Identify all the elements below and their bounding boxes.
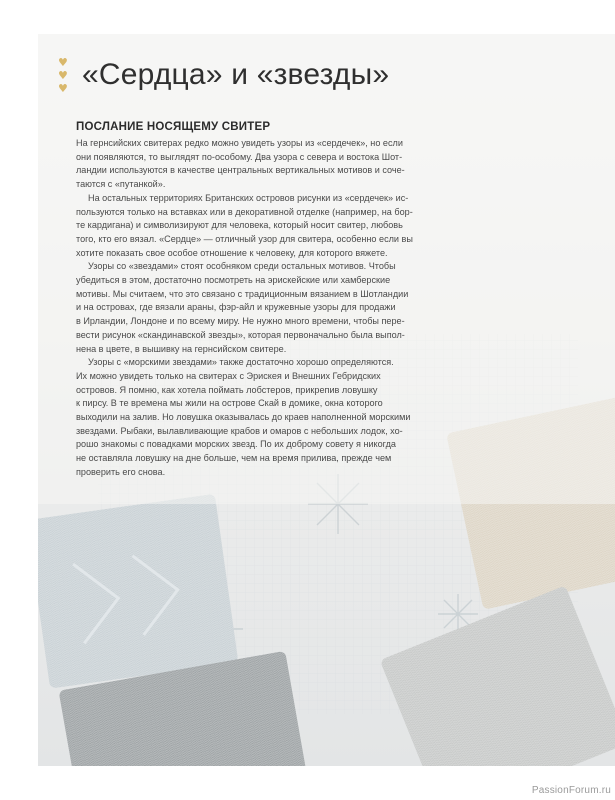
text-line: островов. Я помню, как хотела поймать лобстеров, прикрепив ловушку bbox=[76, 384, 378, 395]
text-line: таются с «путанкой». bbox=[76, 179, 166, 190]
swatch-light-blue bbox=[38, 494, 238, 689]
text-line: те кардигана) и символизируют для человека, который носит свитер, любовь bbox=[76, 220, 403, 231]
text-line: нена в цвете, в вышивку на гернсийском свитере. bbox=[76, 343, 287, 354]
section-subheading: ПОСЛАНИЕ НОСЯЩЕМУ СВИТЕР bbox=[76, 121, 271, 133]
watermark: PassionForum.ru bbox=[531, 785, 611, 796]
text-line: убедиться в этом, достаточно посмотреть на эрискейские или хамберские bbox=[76, 275, 391, 286]
text-line: они появляются, то выглядят по-особому. Два узора с севера и востока Шот- bbox=[76, 151, 403, 162]
heart-icon: ♥ bbox=[58, 82, 68, 95]
text-line: звездами. Рыбаки, вылавливающие крабов и омаров с небольших лодок, хо- bbox=[76, 425, 403, 436]
text-line: того, кто его вязал. «Сердце» — отличный узор для свитера, особенно если вы bbox=[76, 233, 413, 244]
text-line: ландии используются в качестве центральных вертикальных мотивов и сочe- bbox=[76, 165, 405, 176]
text-line: На гернсийских свитерах редко можно увидеть узоры из «сердечек», но если bbox=[76, 138, 403, 148]
text-line: рошо знакомы с повадками морских звезд. По их доброму совету я никогда bbox=[76, 439, 396, 450]
heart-icon: ♥ bbox=[58, 56, 68, 69]
heart-decorations bbox=[58, 56, 70, 95]
heart-icon: ♥ bbox=[58, 69, 68, 82]
text-line: вести рисунок «скандинавской звезды», которая первоначально была выпол- bbox=[76, 329, 405, 340]
text-line: хотите показать свое особое отношение к человеку, для которого вяжете. bbox=[76, 247, 388, 258]
article-body bbox=[76, 137, 506, 480]
text-line: к пирсу. В те времена мы жили на острове Скай в домике, окна которого bbox=[76, 398, 383, 409]
page-title: «Сердца» и «звезды» bbox=[82, 58, 390, 91]
text-line: и на островах, где вязали араны, фэр-айл и кружевные узоры для продажи bbox=[76, 302, 396, 313]
text-line: Узоры с «морскими звездами» также достаточно хорошо определяются. bbox=[88, 357, 394, 368]
text-line: На остальных территориях Британских островов рисунки из «сердечек» ис- bbox=[88, 192, 409, 203]
text-line: Их можно увидеть только на свитерах с Эрискея и Внешних Гебридских bbox=[76, 370, 381, 381]
text-line: не оставляла ловушку на дне больше, чем на время прилива, прежде чем bbox=[76, 453, 392, 464]
text-line: пользуются только на вставках или в декоративной отделке (например, на бор- bbox=[76, 206, 413, 217]
text-line: выходили на залив. Но ловушка оказывалась до краев наполненной морскими bbox=[76, 412, 411, 423]
text-line: проверить его снова. bbox=[76, 466, 166, 477]
text-line: Узоры со «звездами» стоят особняком среди остальных мотивов. Чтобы bbox=[88, 261, 396, 272]
text-line: мотивы. Мы считаем, что это связано с традиционным вязанием в Шотландии bbox=[76, 288, 409, 299]
page bbox=[38, 34, 615, 766]
text-line: в Ирландии, Лондоне и по всему миру. Не нужно много времени, чтобы пере- bbox=[76, 316, 405, 327]
